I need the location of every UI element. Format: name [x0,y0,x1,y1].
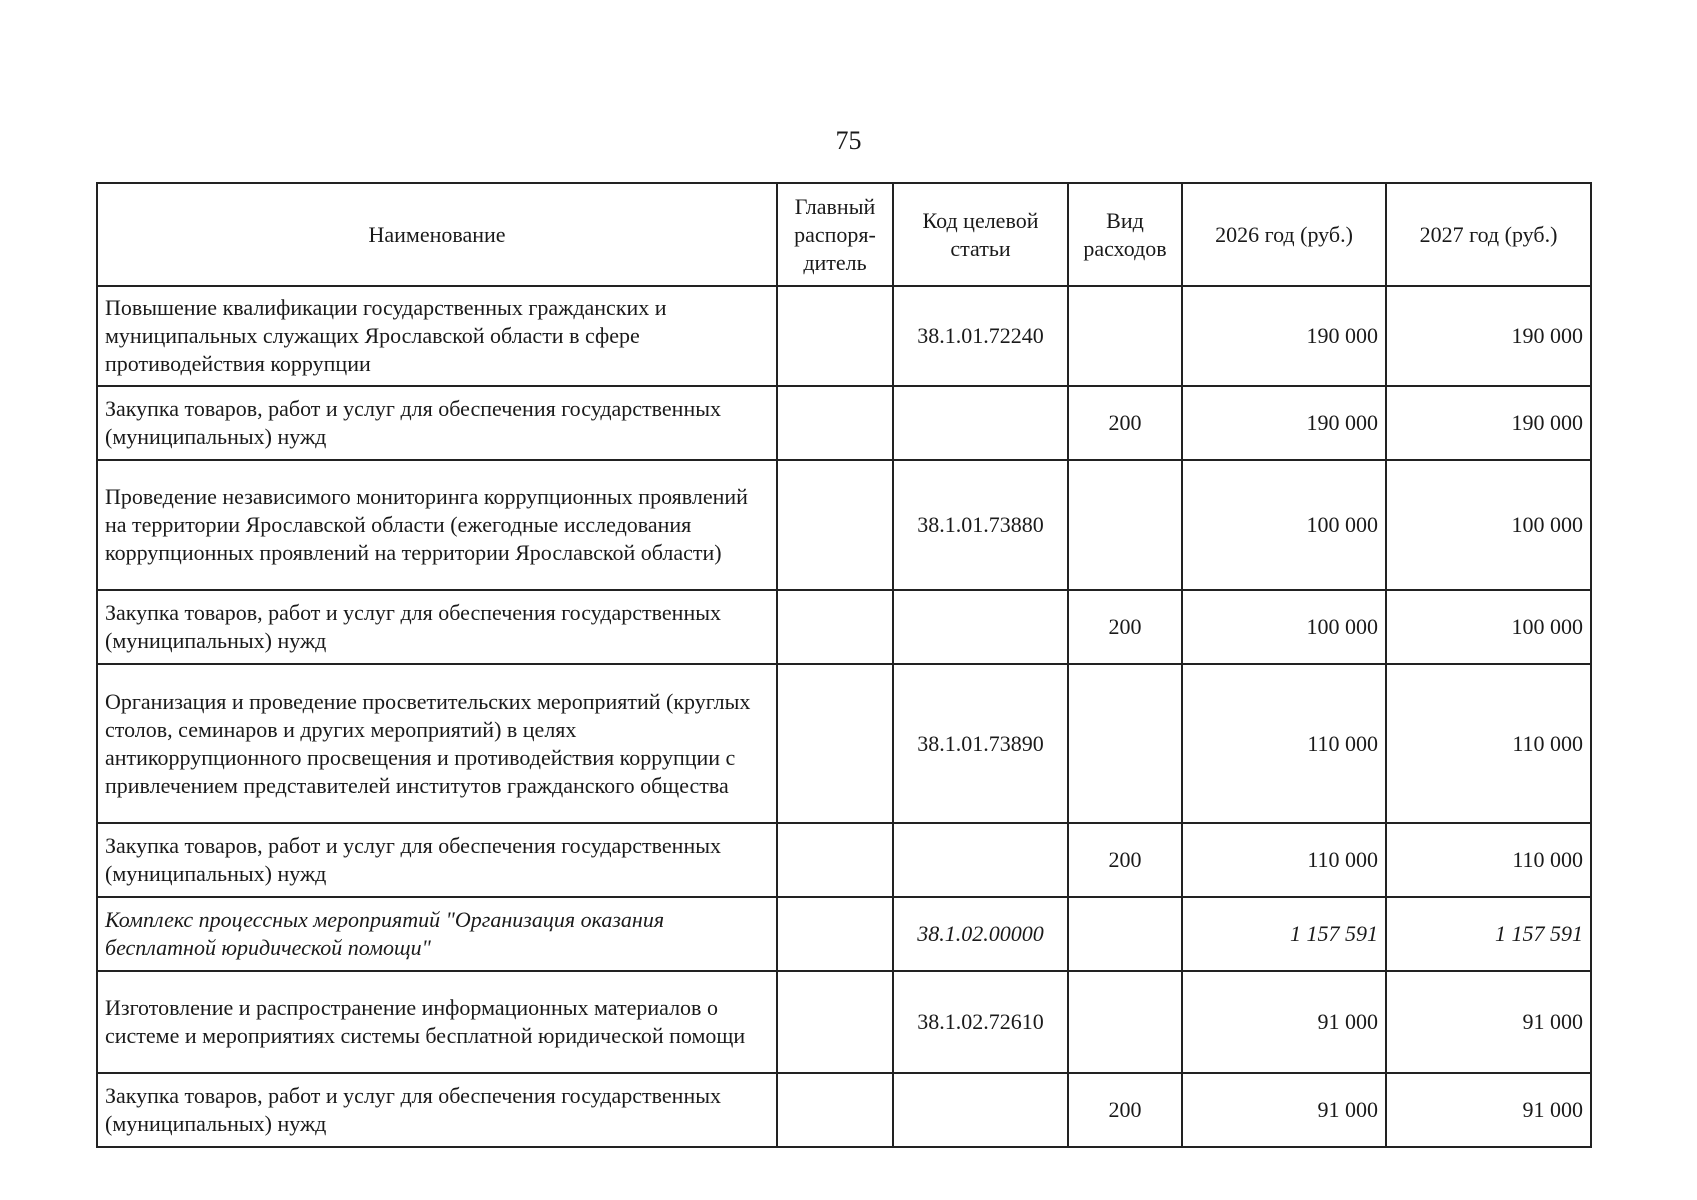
row-amount-2026: 1 157 591 [1182,897,1386,971]
row-amount-2027: 91 000 [1386,1073,1591,1147]
header-manager: Главный распоря-дитель [777,183,893,286]
row-amount-2027: 100 000 [1386,590,1591,664]
budget-table [96,182,1592,1148]
row-code [893,590,1068,664]
row-name: Закупка товаров, работ и услуг для обеспечения государственных (муниципальных) нужд [97,386,777,460]
row-name: Закупка товаров, работ и услуг для обеспечения государственных (муниципальных) нужд [97,1073,777,1147]
row-amount-2026: 110 000 [1182,664,1386,823]
row-amount-2026: 190 000 [1182,286,1386,386]
row-code: 38.1.01.73890 [893,664,1068,823]
header-expense-type: Вид расходов [1068,183,1182,286]
table-header-row [97,183,1591,286]
row-code [893,1073,1068,1147]
row-manager [777,590,893,664]
table-row [97,286,1591,386]
table-row [97,823,1591,897]
table-row [97,664,1591,823]
row-amount-2027: 190 000 [1386,286,1591,386]
row-manager [777,971,893,1073]
row-code: 38.1.02.72610 [893,971,1068,1073]
row-amount-2026: 91 000 [1182,971,1386,1073]
row-expense-type [1068,971,1182,1073]
row-name: Закупка товаров, работ и услуг для обеспечения государственных (муниципальных) нужд [97,590,777,664]
row-amount-2027: 110 000 [1386,664,1591,823]
row-code: 38.1.01.72240 [893,286,1068,386]
row-expense-type [1068,286,1182,386]
header-name: Наименование [97,183,777,286]
row-code: 38.1.02.00000 [893,897,1068,971]
row-expense-type [1068,897,1182,971]
row-expense-type: 200 [1068,1073,1182,1147]
header-year-2027: 2027 год (руб.) [1386,183,1591,286]
row-amount-2026: 110 000 [1182,823,1386,897]
row-name: Изготовление и распространение информационных материалов о системе и мероприятиях системы бесплатной юридической помощи [97,971,777,1073]
header-year-2026: 2026 год (руб.) [1182,183,1386,286]
table-row [97,897,1591,971]
row-expense-type [1068,664,1182,823]
row-amount-2026: 100 000 [1182,460,1386,590]
row-name: Комплекс процессных мероприятий "Организация оказания бесплатной юридической помощи" [97,897,777,971]
row-manager [777,1073,893,1147]
table-row [97,460,1591,590]
row-name: Проведение независимого мониторинга коррупционных проявлений на территории Ярославской области (ежегодные исследования коррупционных проявлений на территории Ярославской области) [97,460,777,590]
row-expense-type: 200 [1068,386,1182,460]
row-amount-2027: 110 000 [1386,823,1591,897]
row-name: Организация и проведение просветительских мероприятий (круглых столов, семинаров и других мероприятий) в целях антикоррупционного просвещения и противодействия коррупции с привлечением представителей институтов гражданского общества [97,664,777,823]
row-code [893,823,1068,897]
row-amount-2026: 91 000 [1182,1073,1386,1147]
row-manager [777,897,893,971]
row-expense-type: 200 [1068,590,1182,664]
row-code: 38.1.01.73880 [893,460,1068,590]
row-code [893,386,1068,460]
row-amount-2027: 190 000 [1386,386,1591,460]
table-row [97,590,1591,664]
row-amount-2027: 91 000 [1386,971,1591,1073]
row-manager [777,460,893,590]
row-expense-type [1068,460,1182,590]
header-code: Код целевой статьи [893,183,1068,286]
row-amount-2026: 100 000 [1182,590,1386,664]
row-expense-type: 200 [1068,823,1182,897]
row-amount-2026: 190 000 [1182,386,1386,460]
row-manager [777,286,893,386]
page-number: 75 [835,126,862,155]
table-row [97,971,1591,1073]
row-name: Повышение квалификации государственных гражданских и муниципальных служащих Ярославской области в сфере противодействия коррупции [97,286,777,386]
row-manager [777,823,893,897]
row-name: Закупка товаров, работ и услуг для обеспечения государственных (муниципальных) нужд [97,823,777,897]
table-row [97,386,1591,460]
row-manager [777,664,893,823]
row-amount-2027: 1 157 591 [1386,897,1591,971]
row-manager [777,386,893,460]
table-row [97,1073,1591,1147]
row-amount-2027: 100 000 [1386,460,1591,590]
